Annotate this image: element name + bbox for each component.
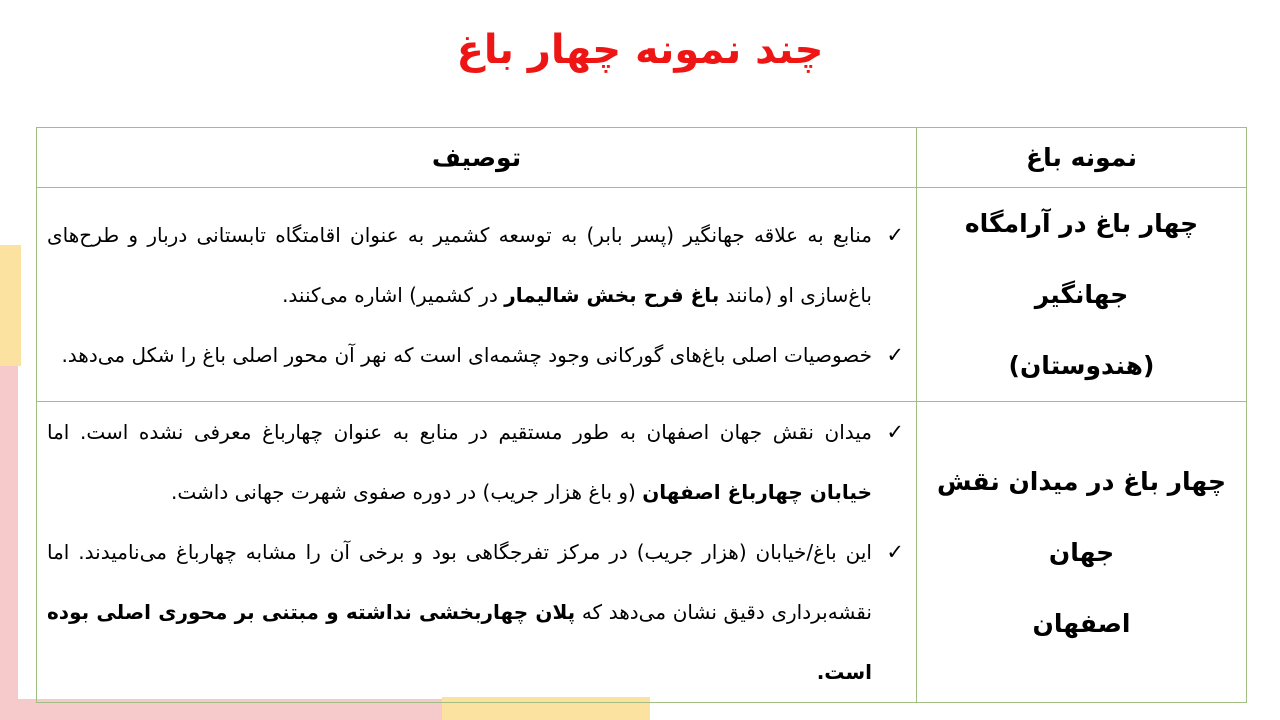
left-yellow-accent-bar (0, 245, 21, 366)
bullet-item (47, 402, 906, 522)
bullet-item (47, 522, 906, 702)
description-cell-naqsh-e-jahan (37, 402, 917, 703)
sample-name-line: اصفهان (1032, 608, 1131, 638)
table-row-jahangir (37, 188, 1247, 402)
sample-name-line: چهار باغ در میدان نقش جهان (937, 466, 1226, 567)
checkmark-icon: ✓ (886, 222, 904, 247)
bullet-text: این باغ/خیابان (هزار جریب) در مرکز تفرجگاهی بود و برخی آن را مشابه چهارباغ می‌نامیدند. اما نقشه‌برداری دقیق نشان می‌دهد که پلان چهاربخشی نداشته و مبتنی بر محوری اصلی بوده است. (47, 540, 872, 684)
sample-cell-jahangir (917, 188, 1247, 402)
bullet-text: میدان نقش جهان اصفهان به طور مستقیم در منابع به عنوان چهارباغ معرفی نشده است. اما خیابان چهارباغ اصفهان (و باغ هزار جریب) در دوره صفوی شهرت جهانی داشت. (47, 420, 872, 504)
bullet-item (47, 205, 906, 325)
bullet-item (47, 325, 906, 385)
checkmark-icon: ✓ (886, 342, 904, 367)
chaharbagh-examples-table (36, 127, 1247, 703)
bullet-text: خصوصیات اصلی باغ‌های گورکانی وجود چشمه‌ای است که نهر آن محور اصلی باغ را شکل می‌دهد. (61, 342, 872, 367)
table-header-row (37, 128, 1247, 188)
checkmark-icon: ✓ (886, 420, 904, 444)
slide-title: چند نمونه چهار باغ (456, 27, 824, 73)
sample-name-line: چهار باغ در آرامگاه جهانگیر (964, 209, 1199, 309)
sample-name-line: (هندوستان) (1008, 351, 1155, 380)
description-cell-jahangir (37, 188, 917, 402)
table-row-naqsh-e-jahan (37, 402, 1247, 703)
header-description: توصیف (37, 128, 917, 188)
left-pink-accent-bar (0, 366, 18, 720)
header-sample-garden: نمونه باغ (917, 128, 1247, 188)
bullet-text: منابع به علاقه جهانگیر (پسر بابر) به توسعه کشمیر به عنوان اقامتگاه تابستانی دربار و طرح‌های باغ‌سازی او (مانند باغ فرح بخش شالیمار در کشمیر) اشاره می‌کنند. (47, 222, 872, 307)
checkmark-icon: ✓ (886, 540, 904, 564)
sample-cell-naqsh-e-jahan (917, 402, 1247, 703)
